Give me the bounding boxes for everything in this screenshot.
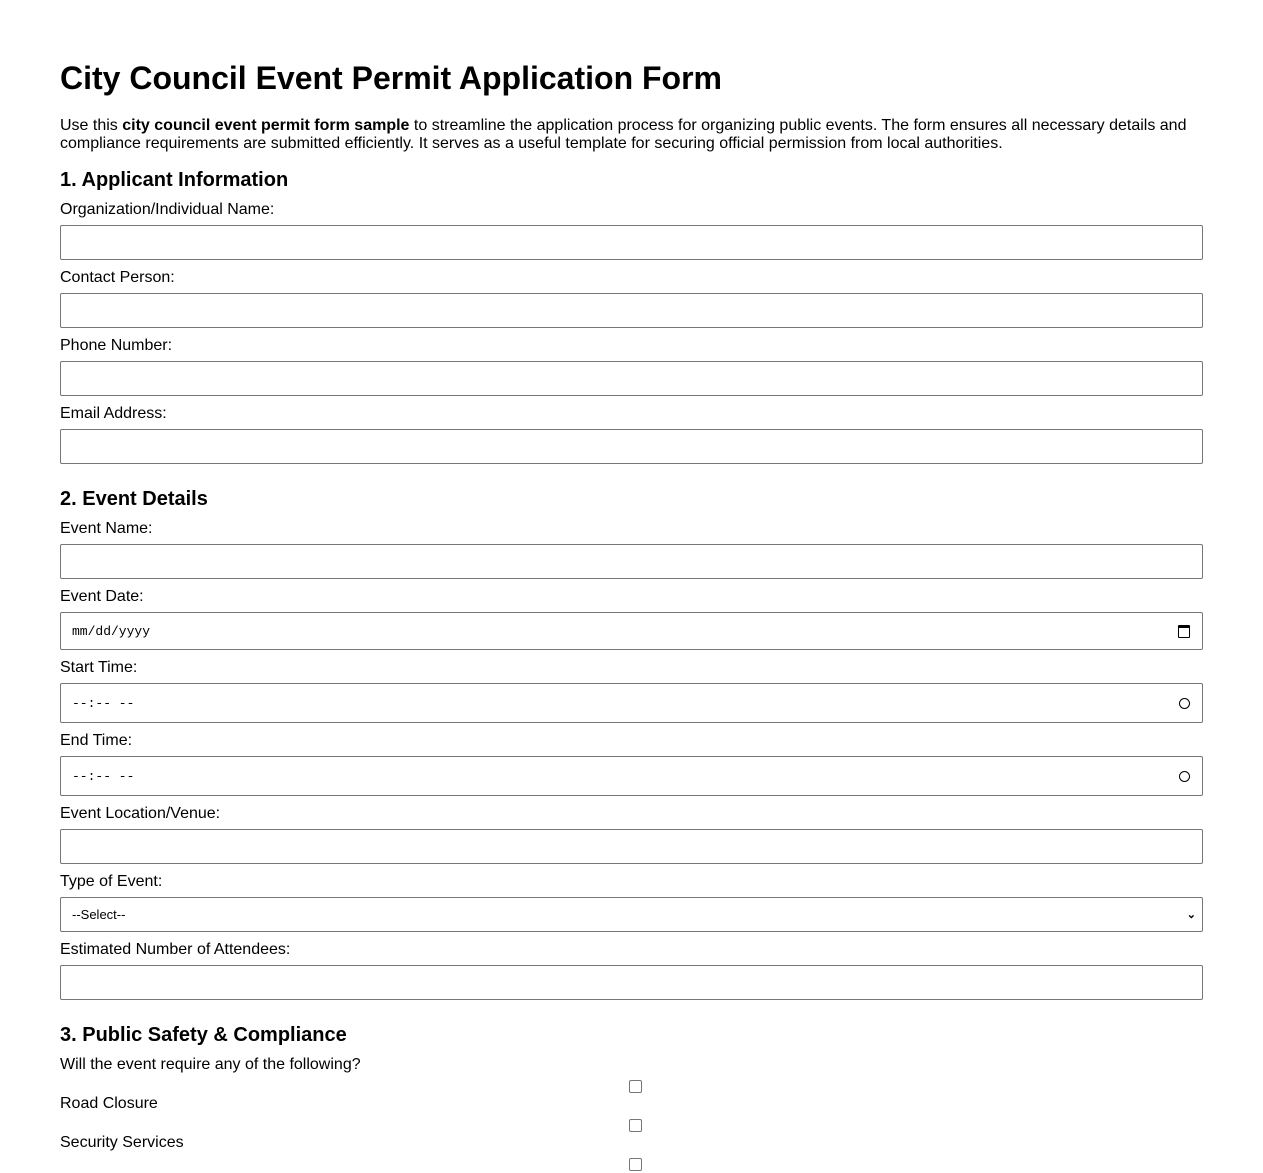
end-time-label: End Time: — [60, 732, 133, 749]
chevron-down-icon: ⌄ — [1186, 909, 1196, 921]
road-closure-label: Road Closure — [60, 1095, 158, 1112]
end-time-input[interactable] — [60, 756, 1203, 796]
intro-text — [60, 117, 1210, 153]
security-services-label: Security Services — [60, 1134, 184, 1151]
event-name-input[interactable] — [60, 544, 1203, 579]
phone-label: Phone Number: — [60, 337, 173, 354]
event-date-input[interactable] — [60, 612, 1203, 650]
road-closure-checkbox[interactable] — [629, 1080, 642, 1093]
page-title: City Council Event Permit Application Form — [60, 60, 722, 96]
start-time-input[interactable] — [60, 683, 1203, 723]
section-safety-heading: 3. Public Safety & Compliance — [60, 1024, 347, 1046]
event-name-label: Event Name: — [60, 520, 153, 537]
clock-icon[interactable] — [1179, 771, 1190, 782]
intro-after: to streamline the application process for organizing public events. The form ensures all necessary details and compliance requirements are submitted efficiently. It serves as a useful template for securing official permission from local authorities. — [60, 117, 1187, 152]
calendar-icon[interactable] — [1178, 625, 1190, 638]
next-option-checkbox[interactable] — [629, 1158, 642, 1171]
section-applicant-heading: 1. Applicant Information — [60, 169, 289, 191]
attendees-label: Estimated Number of Attendees: — [60, 941, 291, 958]
intro-before: Use this — [60, 117, 123, 134]
org-name-label: Organization/Individual Name: — [60, 201, 275, 218]
email-input[interactable] — [60, 429, 1203, 464]
clock-icon[interactable] — [1179, 698, 1190, 709]
event-date-label: Event Date: — [60, 588, 144, 605]
location-label: Event Location/Venue: — [60, 805, 221, 822]
event-type-label: Type of Event: — [60, 873, 163, 890]
time-placeholder: --:-- -- — [72, 695, 135, 711]
safety-question: Will the event require any of the following? — [60, 1056, 361, 1073]
location-input[interactable] — [60, 829, 1203, 864]
security-services-checkbox[interactable] — [629, 1119, 642, 1132]
start-time-label: Start Time: — [60, 659, 138, 676]
org-name-input[interactable] — [60, 225, 1203, 260]
attendees-input[interactable] — [60, 965, 1203, 1000]
email-label: Email Address: — [60, 405, 167, 422]
section-event-heading: 2. Event Details — [60, 488, 208, 510]
intro-bold: city council event permit form sample — [122, 117, 410, 134]
contact-person-input[interactable] — [60, 293, 1203, 328]
date-placeholder: mm/dd/yyyy — [72, 623, 151, 639]
phone-input[interactable] — [60, 361, 1203, 396]
time-placeholder: --:-- -- — [72, 768, 135, 784]
contact-person-label: Contact Person: — [60, 269, 175, 286]
event-type-select[interactable] — [60, 897, 1203, 932]
event-type-selected: --Select-- — [72, 907, 126, 922]
